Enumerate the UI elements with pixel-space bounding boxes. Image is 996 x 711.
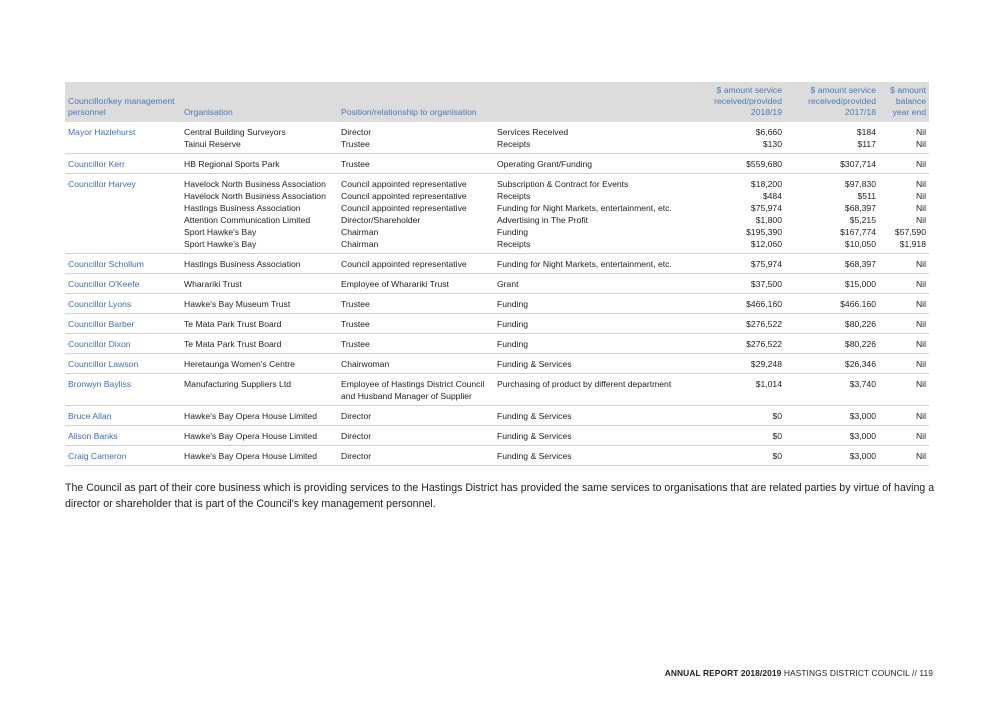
amount-2017-18-cell xyxy=(785,426,879,446)
amount-2018-19-cell xyxy=(702,314,785,334)
amount-2017-18-cell xyxy=(785,374,879,406)
cell-line: Director xyxy=(341,127,372,137)
cell-line: Receipts xyxy=(497,191,531,201)
cell-line: Trustee xyxy=(341,299,370,309)
organisation-cell xyxy=(181,294,338,314)
position-cell xyxy=(338,374,494,406)
cell-line: Council appointed representative xyxy=(341,179,467,189)
person-cell: Councillor Kerr xyxy=(65,154,181,174)
person-cell: Councillor Schollum xyxy=(65,254,181,274)
type-cell xyxy=(494,122,702,154)
cell-line: Funding xyxy=(497,299,529,309)
amount-2018-19-cell xyxy=(702,354,785,374)
balance-cell xyxy=(879,294,929,314)
cell-line: Director xyxy=(341,451,372,461)
cell-line: $484 xyxy=(762,191,782,201)
cell-line: Nil xyxy=(915,299,926,309)
position-cell xyxy=(338,254,494,274)
cell-line: $5,215 xyxy=(849,215,876,225)
table-row xyxy=(65,122,929,154)
cell-line: Havelock North Business Association xyxy=(184,179,326,189)
cell-line: Hastings Business Association xyxy=(184,203,301,213)
position-cell xyxy=(338,334,494,354)
cell-line: $6,660 xyxy=(755,127,782,137)
header-balance: $ amount balance year end xyxy=(879,82,929,122)
amount-2018-19-cell xyxy=(702,446,785,466)
type-cell xyxy=(494,154,702,174)
cell-line: Director xyxy=(341,431,372,441)
cell-line: $167,774 xyxy=(840,227,876,237)
cell-line: Te Mata Park Trust Board xyxy=(184,339,282,349)
balance-cell xyxy=(879,122,929,154)
cell-line: $75,974 xyxy=(750,259,782,269)
amount-2018-19-cell xyxy=(702,294,785,314)
amount-2018-19-cell xyxy=(702,154,785,174)
cell-line: $37,500 xyxy=(750,279,782,289)
person-cell: Councillor Lawson xyxy=(65,354,181,374)
amount-2018-19-cell xyxy=(702,254,785,274)
cell-line: Hastings Business Association xyxy=(184,259,301,269)
position-cell xyxy=(338,122,494,154)
cell-line: Chairman xyxy=(341,227,379,237)
organisation-cell xyxy=(181,122,338,154)
type-cell xyxy=(494,354,702,374)
cell-line: Nil xyxy=(915,127,926,137)
type-cell xyxy=(494,174,702,254)
cell-line: $57,590 xyxy=(894,227,926,237)
table-row xyxy=(65,254,929,274)
cell-line: Operating Grant/Funding xyxy=(497,159,593,169)
person-cell: Bronwyn Bayliss xyxy=(65,374,181,406)
cell-line: Nil xyxy=(915,159,926,169)
cell-line: Nil xyxy=(915,319,926,329)
cell-line: Nil xyxy=(915,359,926,369)
cell-line: Nil xyxy=(915,259,926,269)
cell-line: Director/Shareholder xyxy=(341,215,421,225)
type-cell xyxy=(494,426,702,446)
cell-line: $117 xyxy=(857,139,876,149)
position-cell xyxy=(338,314,494,334)
header-position: Position/relationship to organisation xyxy=(338,82,494,122)
cell-line: $68,397 xyxy=(844,259,876,269)
type-cell xyxy=(494,406,702,426)
organisation-cell xyxy=(181,334,338,354)
cell-line: Trustee xyxy=(341,319,370,329)
cell-line: Sport Hawke's Bay xyxy=(184,239,257,249)
organisation-cell xyxy=(181,154,338,174)
cell-line: Manufacturing Suppliers Ltd xyxy=(184,379,292,389)
cell-line: Grant xyxy=(497,279,519,289)
balance-cell xyxy=(879,374,929,406)
cell-line: Nil xyxy=(915,339,926,349)
cell-line: $3,000 xyxy=(849,451,876,461)
cell-line: Subscription & Contract for Events xyxy=(497,179,629,189)
amount-2018-19-cell xyxy=(702,426,785,446)
amount-2018-19-cell xyxy=(702,406,785,426)
person-cell: Councillor Barber xyxy=(65,314,181,334)
position-cell xyxy=(338,174,494,254)
table-body xyxy=(65,122,929,466)
cell-line: Trustee xyxy=(341,159,370,169)
cell-line: $559,680 xyxy=(746,159,782,169)
amount-2018-19-cell xyxy=(702,334,785,354)
cell-line: $3,740 xyxy=(849,379,876,389)
cell-line: $466,160 xyxy=(746,299,782,309)
balance-cell xyxy=(879,446,929,466)
header-amount-2018-19: $ amount service received/provided 2018/19 xyxy=(702,82,785,122)
cell-line: $15,000 xyxy=(844,279,876,289)
table-row xyxy=(65,294,929,314)
amount-2017-18-cell xyxy=(785,294,879,314)
cell-line: Nil xyxy=(915,179,926,189)
balance-cell xyxy=(879,354,929,374)
cell-line: Advertising in The Profit xyxy=(497,215,589,225)
header-amount-2017-18: $ amount service received/provided 2017/18 xyxy=(785,82,879,122)
cell-line: $1,014 xyxy=(755,379,782,389)
balance-cell xyxy=(879,154,929,174)
cell-line: $511 xyxy=(857,191,876,201)
organisation-cell xyxy=(181,354,338,374)
cell-line: Employee of Hastings District Council xyxy=(341,379,485,389)
cell-line: Te Mata Park Trust Board xyxy=(184,319,282,329)
position-cell xyxy=(338,354,494,374)
header-person: Councillor/key management personnel xyxy=(65,82,181,122)
person-cell: Craig Cameron xyxy=(65,446,181,466)
cell-line: $12,060 xyxy=(750,239,782,249)
cell-line: Funding xyxy=(497,319,529,329)
organisation-cell xyxy=(181,374,338,406)
related-parties-table-wrap xyxy=(65,82,929,466)
type-cell xyxy=(494,334,702,354)
amount-2018-19-cell xyxy=(702,122,785,154)
cell-line: Funding for Night Markets, entertainment, etc. xyxy=(497,203,672,213)
cell-line: $3,000 xyxy=(849,431,876,441)
amount-2017-18-cell xyxy=(785,274,879,294)
cell-line: $307,714 xyxy=(840,159,876,169)
cell-line: Chairman xyxy=(341,239,379,249)
cell-line: Heretaunga Women's Centre xyxy=(184,359,295,369)
cell-line: $10,050 xyxy=(844,239,876,249)
cell-line: Hawke's Bay Museum Trust xyxy=(184,299,291,309)
explanatory-paragraph: The Council as part of their core business which is providing services to the Hastings District has provided the same services to organisations that are related parties by virtue of having a director or shareholder that is part of the Council's key management personnel. xyxy=(65,482,935,510)
cell-line: Funding xyxy=(497,339,529,349)
cell-line: Hawke's Bay Opera House Limited xyxy=(184,431,317,441)
amount-2017-18-cell xyxy=(785,354,879,374)
cell-line: Nil xyxy=(915,139,926,149)
cell-line: $68,397 xyxy=(844,203,876,213)
person-cell: Councillor O'Keefe xyxy=(65,274,181,294)
organisation-cell xyxy=(181,446,338,466)
amount-2018-19-cell xyxy=(702,374,785,406)
balance-cell xyxy=(879,174,929,254)
table-row xyxy=(65,274,929,294)
cell-line: $75,974 xyxy=(750,203,782,213)
cell-line: $0 xyxy=(772,431,782,441)
cell-line: Funding for Night Markets, entertainment, etc. xyxy=(497,259,672,269)
person-cell: Alison Banks xyxy=(65,426,181,446)
cell-line: $0 xyxy=(772,451,782,461)
type-cell xyxy=(494,294,702,314)
cell-line: Tainui Reserve xyxy=(184,139,241,149)
cell-line: Attention Communication Limited xyxy=(184,215,311,225)
position-cell xyxy=(338,294,494,314)
cell-line: Hawke's Bay Opera House Limited xyxy=(184,451,317,461)
cell-line: Funding xyxy=(497,227,529,237)
cell-line: Nil xyxy=(915,215,926,225)
amount-2017-18-cell xyxy=(785,406,879,426)
position-cell xyxy=(338,406,494,426)
cell-line: Wharariki Trust xyxy=(184,279,242,289)
organisation-cell xyxy=(181,274,338,294)
cell-line: Trustee xyxy=(341,139,370,149)
related-parties-table xyxy=(65,82,929,466)
cell-line: Receipts xyxy=(497,139,531,149)
cell-line: $18,200 xyxy=(750,179,782,189)
table-row xyxy=(65,426,929,446)
cell-line: Chairwoman xyxy=(341,359,390,369)
cell-line: $0 xyxy=(772,411,782,421)
table-row xyxy=(65,334,929,354)
type-cell xyxy=(494,314,702,334)
table-row xyxy=(65,314,929,334)
amount-2017-18-cell xyxy=(785,446,879,466)
person-cell: Councillor Dixon xyxy=(65,334,181,354)
amount-2017-18-cell xyxy=(785,254,879,274)
cell-line: $3,000 xyxy=(849,411,876,421)
cell-line: $80,226 xyxy=(844,339,876,349)
cell-line: Nil xyxy=(915,379,926,389)
position-cell xyxy=(338,446,494,466)
cell-line: $276,522 xyxy=(746,339,782,349)
header-type xyxy=(494,82,702,122)
cell-line: and Husband Manager of Supplier xyxy=(341,391,472,401)
table-row xyxy=(65,374,929,406)
cell-line: Services Received xyxy=(497,127,569,137)
table-row xyxy=(65,354,929,374)
cell-line: $466.160 xyxy=(840,299,876,309)
cell-line: $1,800 xyxy=(755,215,782,225)
position-cell xyxy=(338,426,494,446)
cell-line: Council appointed representative xyxy=(341,259,467,269)
cell-line: Purchasing of product by different department xyxy=(497,379,672,389)
type-cell xyxy=(494,254,702,274)
cell-line: Council appointed representative xyxy=(341,203,467,213)
cell-line: Council appointed representative xyxy=(341,191,467,201)
balance-cell xyxy=(879,406,929,426)
footer-report-title: ANNUAL REPORT 2018/2019 xyxy=(664,668,782,678)
cell-line: $26,346 xyxy=(844,359,876,369)
header-organisation: Organisation xyxy=(181,82,338,122)
person-cell: Councillor Harvey xyxy=(65,174,181,254)
cell-line: Director xyxy=(341,411,372,421)
position-cell xyxy=(338,154,494,174)
cell-line: Funding & Services xyxy=(497,411,572,421)
person-cell: Mayor Hazlehurst xyxy=(65,122,181,154)
cell-line: $195,390 xyxy=(746,227,782,237)
cell-line: $29,248 xyxy=(750,359,782,369)
cell-line: Nil xyxy=(915,279,926,289)
type-cell xyxy=(494,446,702,466)
cell-line: Nil xyxy=(915,431,926,441)
table-row xyxy=(65,446,929,466)
amount-2017-18-cell xyxy=(785,334,879,354)
type-cell xyxy=(494,374,702,406)
page-footer xyxy=(665,668,933,678)
cell-line: Central Building Surveyors xyxy=(184,127,286,137)
balance-cell xyxy=(879,314,929,334)
cell-line: Nil xyxy=(915,191,926,201)
balance-cell xyxy=(879,334,929,354)
cell-line: $80,226 xyxy=(844,319,876,329)
balance-cell xyxy=(879,274,929,294)
table-header-row xyxy=(65,82,929,122)
amount-2017-18-cell xyxy=(785,122,879,154)
cell-line: $276,522 xyxy=(746,319,782,329)
cell-line: Receipts xyxy=(497,239,531,249)
cell-line: Funding & Services xyxy=(497,359,572,369)
cell-line: Trustee xyxy=(341,339,370,349)
type-cell xyxy=(494,274,702,294)
cell-line: Nil xyxy=(915,451,926,461)
amount-2018-19-cell xyxy=(702,274,785,294)
organisation-cell xyxy=(181,174,338,254)
organisation-cell xyxy=(181,254,338,274)
table-row xyxy=(65,174,929,254)
cell-line: Havelock North Business Association xyxy=(184,191,326,201)
cell-line: $1,918 xyxy=(899,239,926,249)
organisation-cell xyxy=(181,406,338,426)
person-cell: Bruce Allan xyxy=(65,406,181,426)
amount-2017-18-cell xyxy=(785,154,879,174)
table-row xyxy=(65,406,929,426)
person-cell: Councillor Lyons xyxy=(65,294,181,314)
balance-cell xyxy=(879,254,929,274)
organisation-cell xyxy=(181,314,338,334)
cell-line: HB Regional Sports Park xyxy=(184,159,280,169)
amount-2017-18-cell xyxy=(785,314,879,334)
cell-line: Nil xyxy=(915,203,926,213)
table-row xyxy=(65,154,929,174)
amount-2017-18-cell xyxy=(785,174,879,254)
amount-2018-19-cell xyxy=(702,174,785,254)
position-cell xyxy=(338,274,494,294)
cell-line: Funding & Services xyxy=(497,451,572,461)
organisation-cell xyxy=(181,426,338,446)
cell-line: Employee of Wharariki Trust xyxy=(341,279,449,289)
cell-line: Hawke's Bay Opera House Limited xyxy=(184,411,317,421)
cell-line: Nil xyxy=(915,411,926,421)
balance-cell xyxy=(879,426,929,446)
cell-line: Funding & Services xyxy=(497,431,572,441)
cell-line: $184 xyxy=(856,127,876,137)
footer-council-page: HASTINGS DISTRICT COUNCIL // 119 xyxy=(781,668,933,678)
cell-line: $97,830 xyxy=(844,179,876,189)
cell-line: $130 xyxy=(762,139,782,149)
cell-line: Sport Hawke's Bay xyxy=(184,227,257,237)
